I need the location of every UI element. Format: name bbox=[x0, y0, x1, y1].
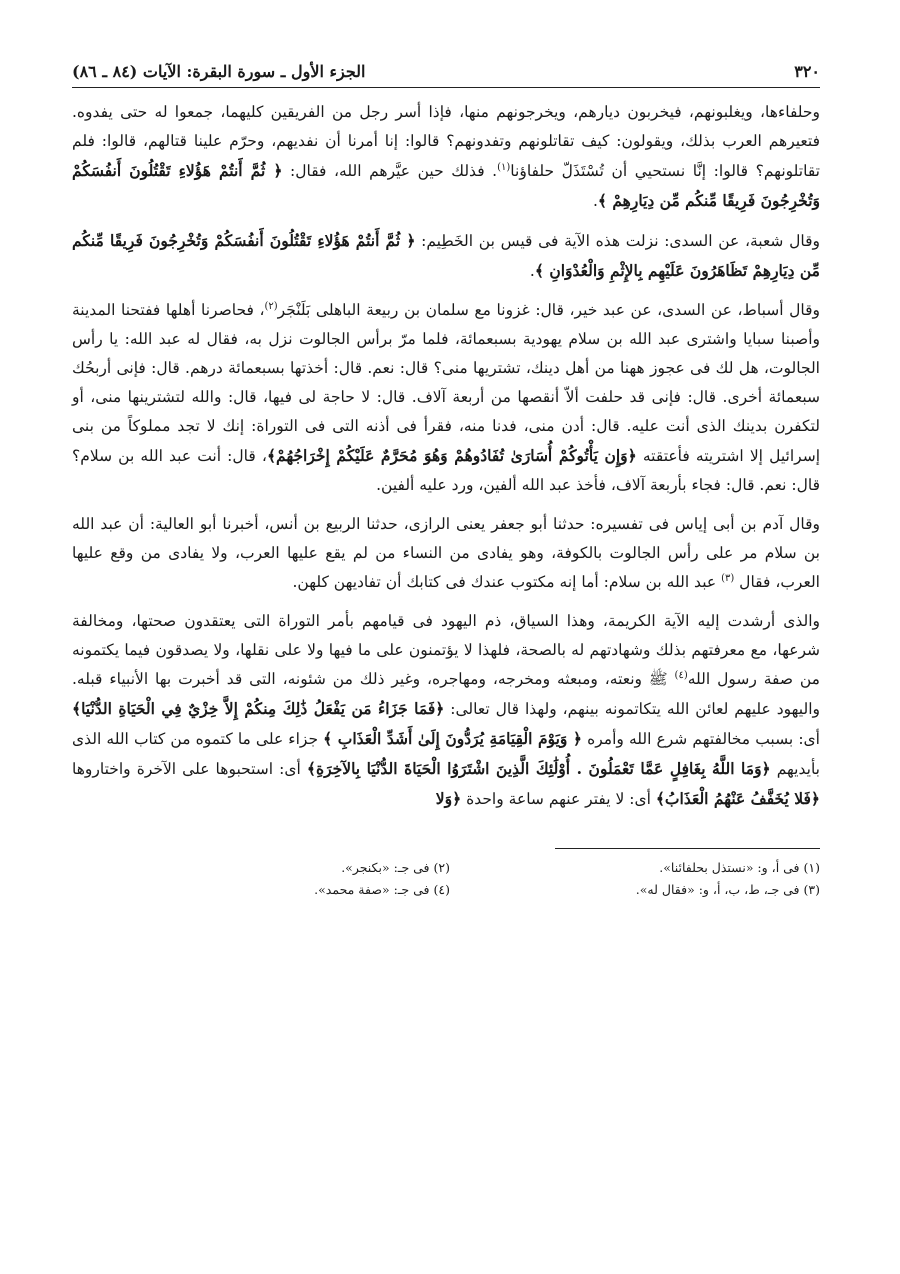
text-run: أى: استحبوها على الآخرة واختاروها bbox=[72, 760, 307, 778]
text-run: . bbox=[529, 262, 535, 280]
paragraph bbox=[72, 226, 820, 286]
running-header bbox=[72, 62, 820, 88]
quran-quote: ﴿وَمَا اللَّهُ بِغَافِلٍ عَمَّا تَعْمَلُونَ . أُوْلَٰئِكَ الَّذِينَ اشْتَرَوُا الْحَيَاةَ الدُّنْيَا بِالآخِرَةِ﴾ bbox=[306, 759, 771, 778]
footnote: (٤) فى جـ: «صفة محمد». bbox=[314, 882, 450, 897]
running-title: الجزء الأول ـ سورة البقرة: الآيات (٨٤ ـ ٨٦) bbox=[72, 62, 366, 81]
paragraph bbox=[72, 607, 820, 814]
footnote-marker: (٢) bbox=[264, 300, 278, 312]
text-run: وقال آدم بن أبى إياس فى تفسيره: حدثنا أبو جعفر يعنى الرازى، حدثنا الربيع بن أنس، أخبرنا أبو العالية: أن عبد الله بن سلام مر على رأس الجالوت بالكوفة، وهو يفادى من النساء من لم يقع عليها العرب، ولا يفادى من وقع عليها العرب، فقال bbox=[72, 515, 820, 591]
text-run: ﷺ ونعته، ومبعثه ومخرجه، ومهاجره، وغير ذلك من شئونه، التى قد أخبرت بها الأنبياء قبله. واليهود عليهم لعائن الله يتكاتمونه بينهم، ولهذا قال تعالى: bbox=[72, 670, 820, 718]
text-run: أى: بسبب مخالفتهم شرع الله وأمره bbox=[582, 730, 820, 748]
footnote-separator bbox=[555, 848, 820, 849]
footnote: (٢) فى جـ: «بكنجر». bbox=[341, 860, 450, 875]
text-run: جزاء على ما كتموه من كتاب الله الذى بأيديهم bbox=[72, 730, 820, 778]
footnote-marker: (٣) bbox=[721, 572, 735, 584]
quran-quote: ﴿وَلا bbox=[435, 789, 462, 808]
text-run: والذى أرشدت إليه الآية الكريمة، وهذا السياق، ذم اليهود فى قيامهم بأمر التوراة التى يعتقدون صحتها، ومخالفة شرعها، مع معرفتهم بذلك وشهادتهم له بالصحة، فلهذا لا يؤتمنون على ما فيها ولا على نقلها، ولا يصدقون فيما يكتمونه من صفة رسول الله bbox=[72, 612, 820, 688]
text-run: أى: لا يفتر عنهم ساعة واحدة bbox=[461, 790, 656, 808]
footnotes bbox=[72, 857, 820, 901]
footnote: (١) فى أ، و: «نستذل بحلفائنا». bbox=[659, 860, 820, 875]
quran-quote: ﴿فَمَا جَزَاءُ مَن يَفْعَلُ ذَٰلِكَ مِنكُمْ إِلاَّ خِزْيٌ فِي الْحَيَاةِ الدُّنْيَا﴾ bbox=[72, 699, 445, 718]
footnote-marker: (١) bbox=[497, 161, 511, 173]
text-run: وحلفاءها، ويغلبونهم، فيخربون ديارهم، ويخرجونهم منها، فإذا أسر رجل من الفريقين كليهما، جمعوا له حتى يفدوه. فتعيرهم العرب بذلك، ويقولون: كيف تقاتلونهم وتفدونهم؟ قالوا: إنا أمرنا أن نفديهم، وحرّم علينا قتالهم، قالوا: فلم تقاتلونهم؟ قالوا: إنَّا نستحيي أن تُسْتَذَلّ حلفاؤنا bbox=[72, 103, 820, 180]
footnote-row bbox=[72, 879, 820, 901]
quran-quote: ﴿ وَيَوْمَ الْقِيَامَةِ يُرَدُّونَ إِلَىٰ أَشَدِّ الْعَذَابِ ﴾ bbox=[323, 729, 583, 748]
quran-quote: ﴿ ثُمَّ أَنتُمْ هَؤُلاءِ تَقْتُلُونَ أَنفُسَكُمْ وَتُخْرِجُونَ فَرِيقًا مِّنكُم مِّن دِيَارِهِمْ ﴾ bbox=[72, 161, 820, 210]
text-run: عبد الله بن سلام: أما إنه مكتوب عندك فى كتابك أن تفاديهن كلهن. bbox=[292, 573, 722, 591]
text-run: . bbox=[592, 192, 598, 210]
paragraph bbox=[72, 510, 820, 597]
page bbox=[72, 62, 820, 901]
footnote-row bbox=[72, 857, 820, 879]
text-run: ، فحاصرنا أهلها ففتحنا المدينة وأصبنا سبايا واشترى عبد الله بن سلام يهودية بسبعمائة، فلما مرّ برأس الجالوت نزل به، فقال له عبد الله: يا رأس الجالوت، هل لك فى عجوز ههنا من أهل دينك، تشتريها منى؟ قال: نعم. قال: أخذتها بسبعمائة درهم. قال: فإنى أربحُك سبعمائة أخرى. قال: فإنى قد حلفت ألاّ أنقصها من أربعة آلاف. قال: لا حاجة لى فيها، قال: والله لتشترينها منى، أو لتكفرن بدينك الذى أنت عليه. قال: أدن منى، فدنا منه، فقرأ فى أذنه التى فى التوراة: إنك لا تجد مملوكاً من بنى إسرائيل إلا اشتريته فأعتقته bbox=[72, 301, 820, 465]
page-number: ٣٢٠ bbox=[794, 62, 820, 81]
footnote-marker: (٤) bbox=[674, 669, 688, 681]
text-run: وقال شعبة، عن السدى: نزلت هذه الآية فى قيس بن الخَطِيم: bbox=[415, 232, 820, 250]
paragraph bbox=[72, 296, 820, 500]
quran-quote: ﴿وَإِن يَأْتُوكُمْ أُسَارَىٰ تُفَادُوهُمْ وَهُوَ مُحَرَّمٌ عَلَيْكُمْ إِخْرَاجُهُمْ﴾ bbox=[266, 446, 637, 465]
footnote: (٣) فى جـ، ط، ب، أ، و: «فقال له». bbox=[635, 882, 820, 897]
text-run: . فذلك حين عيَّرهم الله، فقال: bbox=[282, 162, 498, 180]
main-text bbox=[72, 98, 820, 814]
quran-quote: ﴿فَلا يُخَفَّفُ عَنْهُمُ الْعَذَابُ﴾ bbox=[655, 789, 820, 808]
text-run: وقال أسباط، عن السدى، عن عبد خير، قال: غزونا مع سلمان بن ربيعة الباهلى بَلَنْجَر bbox=[277, 301, 820, 319]
paragraph bbox=[72, 98, 820, 216]
text-run: ، قال: أنت عبد الله بن سلام؟ قال: نعم. قال: فجاء بأربعة آلاف، فأخذ عبد الله ألفين، ورد عليه ألفين. bbox=[72, 447, 820, 494]
quran-quote: ﴿ ثُمَّ أَنتُمْ هَؤُلاءِ تَقْتُلُونَ أَنفُسَكُمْ وَتُخْرِجُونَ فَرِيقًا مِّنكُم مِّن دِيَارِهِمْ تَظَاهَرُونَ عَلَيْهِم بِالإِثْمِ وَالْعُدْوَانِ ﴾ bbox=[72, 231, 820, 280]
